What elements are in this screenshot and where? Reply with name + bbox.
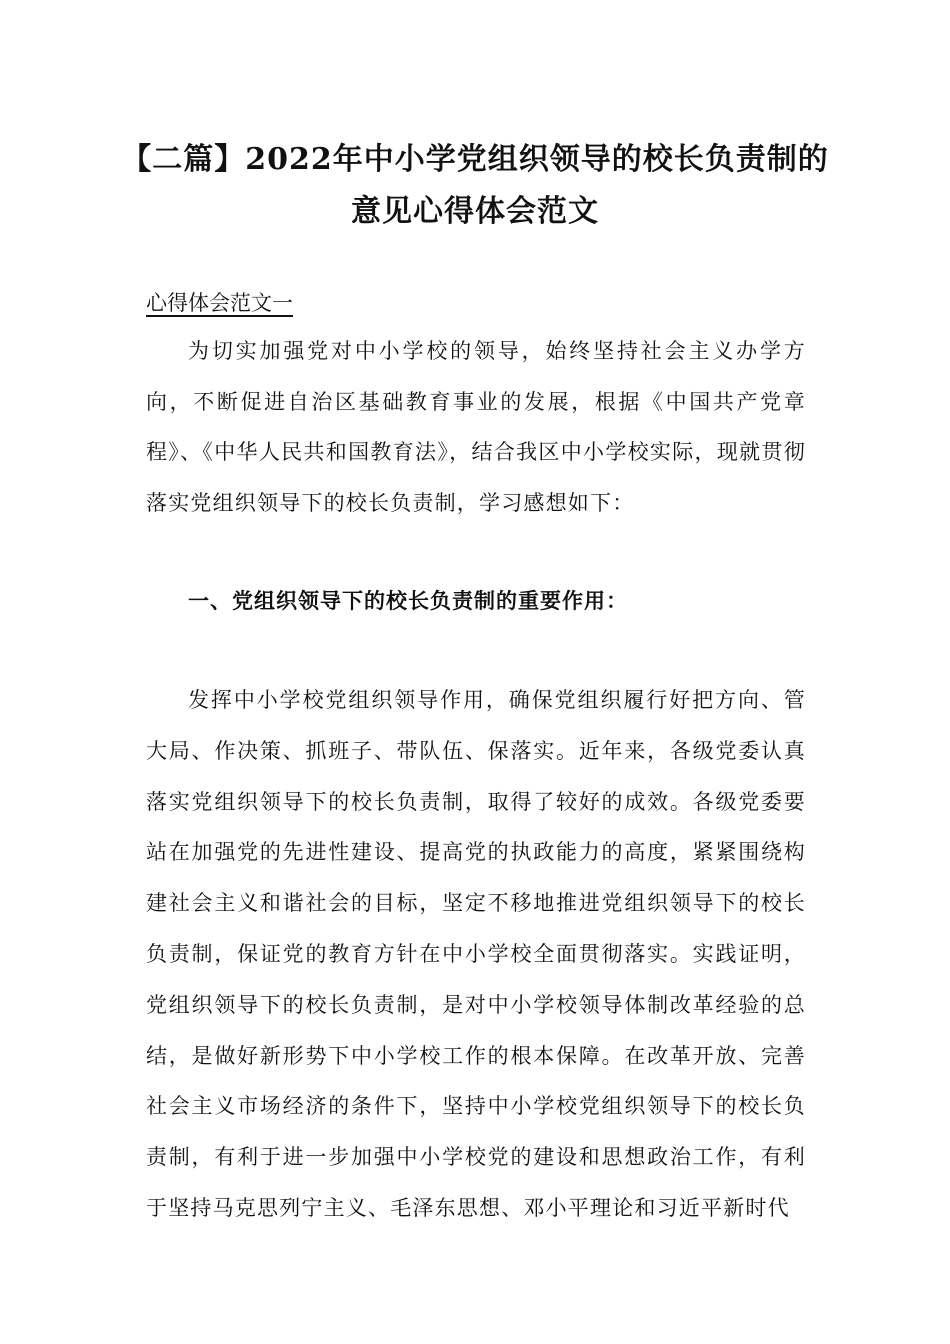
intro-paragraph: 为切实加强党对中小学校的领导，始终坚持社会主义办学方向，不断促进自治区基础教育事业的发展，根据《中国共产党章程》、《中华人民共和国教育法》，结合我区中小学校实际，现就贯彻落实党组织领导下的校长负责制，学习感想如下： bbox=[146, 339, 806, 515]
document-title-line-1: 【二篇】2022年中小学党组织领导的校长负责制的 bbox=[121, 142, 829, 177]
section-label: 心得体会范文一 bbox=[146, 291, 293, 315]
body-paragraph: 发挥中小学校党组织领导作用，确保党组织履行好把方向、管大局、作决策、抓班子、带队伍、保落实。近年来，各级党委认真落实党组织领导下的校长负责制，取得了较好的成效。各级党委要站在加强党的先进性建设、提高党的执政能力的高度，紧紧围绕构建社会主义和谐社会的目标，坚定不移地推进党组织领导下的校长负责制，保证党的教育方针在中小学校全面贯彻落实。实践证明，党组织领导下的校长负责制，是对中小学校领导体制改革经验的总结，是做好新形势下中小学校工作的根本保障。在改革开放、完善社会主义市场经济的条件下，坚持中小学校党组织领导下的校长负责制，有利于进一步加强中小学校党的建设和思想政治工作，有利于坚持马克思列宁主义、毛泽东思想、邓小平理论和习近平新时代 bbox=[146, 688, 806, 1220]
document-title-line-2: 意见心得体会范文 bbox=[351, 194, 599, 229]
section-heading: 一、党组织领导下的校长负责制的重要作用： bbox=[188, 588, 628, 613]
